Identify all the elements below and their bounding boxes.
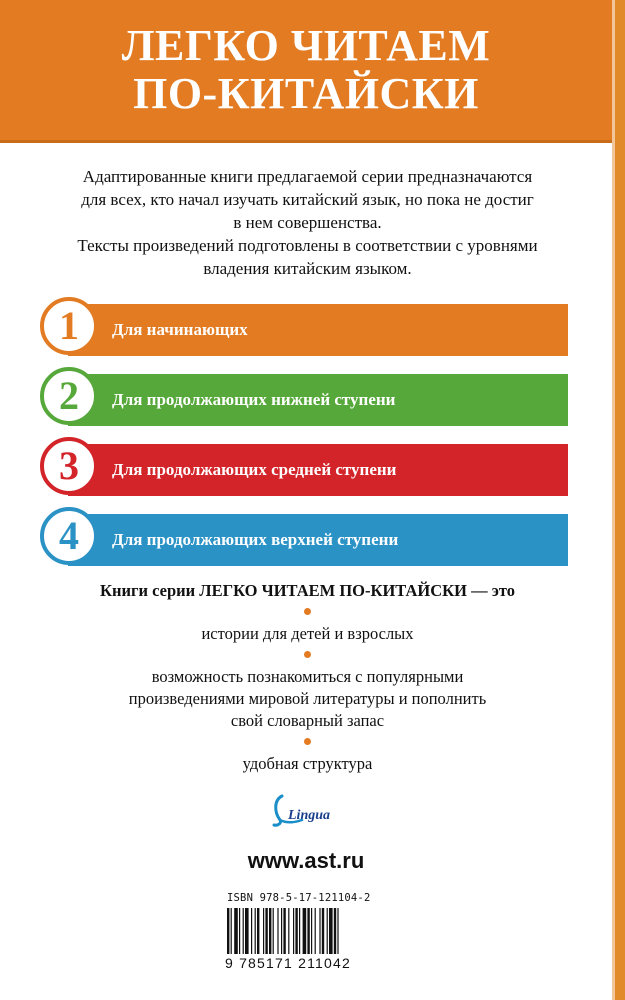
bullet-dot-icon xyxy=(304,651,311,658)
barcode-bar xyxy=(273,908,274,954)
barcode-icon xyxy=(225,908,385,956)
lingua-logo xyxy=(268,790,348,830)
intro-line: владения китайским языком. xyxy=(203,259,412,278)
barcode-bar xyxy=(299,908,300,954)
level-label: Для продолжающих средней ступени xyxy=(112,460,397,479)
level-item-4 xyxy=(0,510,612,570)
feature-item-line: свой словарный запас xyxy=(230,711,385,730)
lingua-logo-text: Lingua xyxy=(288,808,331,823)
barcode-bar xyxy=(243,908,244,954)
level-item-2 xyxy=(0,370,612,430)
level-bar xyxy=(68,514,568,566)
level-label: Для начинающих xyxy=(112,320,248,339)
barcode-bar xyxy=(239,908,240,954)
barcode-bar xyxy=(322,908,324,954)
barcode-bar xyxy=(334,908,336,954)
barcode-bar xyxy=(283,908,285,954)
feature-item-line: произведениями мировой литературы и пополнить xyxy=(128,689,487,708)
barcode-bar xyxy=(281,908,282,954)
barcode-bar xyxy=(277,908,278,954)
barcode-bar xyxy=(257,908,259,954)
intro-text xyxy=(30,165,585,280)
isbn-label: ISBN 978-5-17-121104-2 xyxy=(227,892,371,904)
level-number: 1 xyxy=(59,303,79,348)
barcode-bar xyxy=(227,908,229,954)
feature-item: удобная структура xyxy=(242,754,373,773)
series-title-line-2: ПО-КИТАЙСКИ xyxy=(133,69,479,118)
barcode-bar xyxy=(307,908,309,954)
intro-line: для всех, кто начал изучать китайский язык, но пока не достиг xyxy=(81,190,534,209)
barcode-bar xyxy=(251,908,252,954)
bullet-dot-icon xyxy=(304,738,311,745)
barcode-bar xyxy=(231,908,232,954)
level-number-badge xyxy=(40,297,98,355)
barcode-bar xyxy=(337,908,338,954)
barcode-bar xyxy=(265,908,267,954)
barcode-bar xyxy=(288,908,289,954)
barcode-bar xyxy=(311,908,312,954)
intro-line: Тексты произведений подготовлены в соответствии с уровнями xyxy=(77,236,538,255)
series-features-title: Книги серии ЛЕГКО ЧИТАЕМ ПО-КИТАЙСКИ — это xyxy=(100,581,515,600)
barcode-bar xyxy=(303,908,307,954)
level-bar xyxy=(68,444,568,496)
header-divider xyxy=(0,140,612,143)
barcode-bar xyxy=(329,908,333,954)
intro-line: Адаптированные книги предлагаемой серии предназначаются xyxy=(82,167,533,186)
series-title-line-1: ЛЕГКО ЧИТАЕМ xyxy=(121,21,491,70)
level-number: 2 xyxy=(59,373,79,418)
level-bar xyxy=(68,374,568,426)
barcode-bar xyxy=(319,908,320,954)
barcode-bar xyxy=(327,908,328,954)
level-label: Для продолжающих верхней ступени xyxy=(112,530,399,549)
barcode-bar xyxy=(234,908,238,954)
barcode-bar xyxy=(255,908,256,954)
level-number-badge xyxy=(40,367,98,425)
barcode-bar xyxy=(295,908,297,954)
level-label: Для продолжающих нижней ступени xyxy=(112,390,396,409)
level-item-3 xyxy=(0,440,612,500)
level-bar xyxy=(68,304,568,356)
publisher-website: www.ast.ru xyxy=(247,848,365,873)
barcode-bar xyxy=(293,908,294,954)
barcode-bar xyxy=(245,908,249,954)
feature-item-line: возможность познакомиться с популярными xyxy=(151,667,464,686)
level-number: 4 xyxy=(59,513,79,558)
barcode-digits: 9 785171 211042 xyxy=(225,955,351,971)
level-number-badge xyxy=(40,437,98,495)
series-header xyxy=(0,0,612,140)
level-number: 3 xyxy=(59,443,79,488)
feature-item: истории для детей и взрослых xyxy=(201,624,414,643)
series-features xyxy=(30,580,585,781)
barcode-bar xyxy=(269,908,271,954)
barcode-bar xyxy=(315,908,316,954)
bullet-dot-icon xyxy=(304,608,311,615)
level-item-1 xyxy=(0,300,612,360)
level-number-badge xyxy=(40,507,98,565)
intro-line: в нем совершенства. xyxy=(233,213,382,232)
barcode-bar xyxy=(263,908,264,954)
isbn-barcode-block xyxy=(225,892,385,970)
spine-edge xyxy=(615,0,625,1000)
